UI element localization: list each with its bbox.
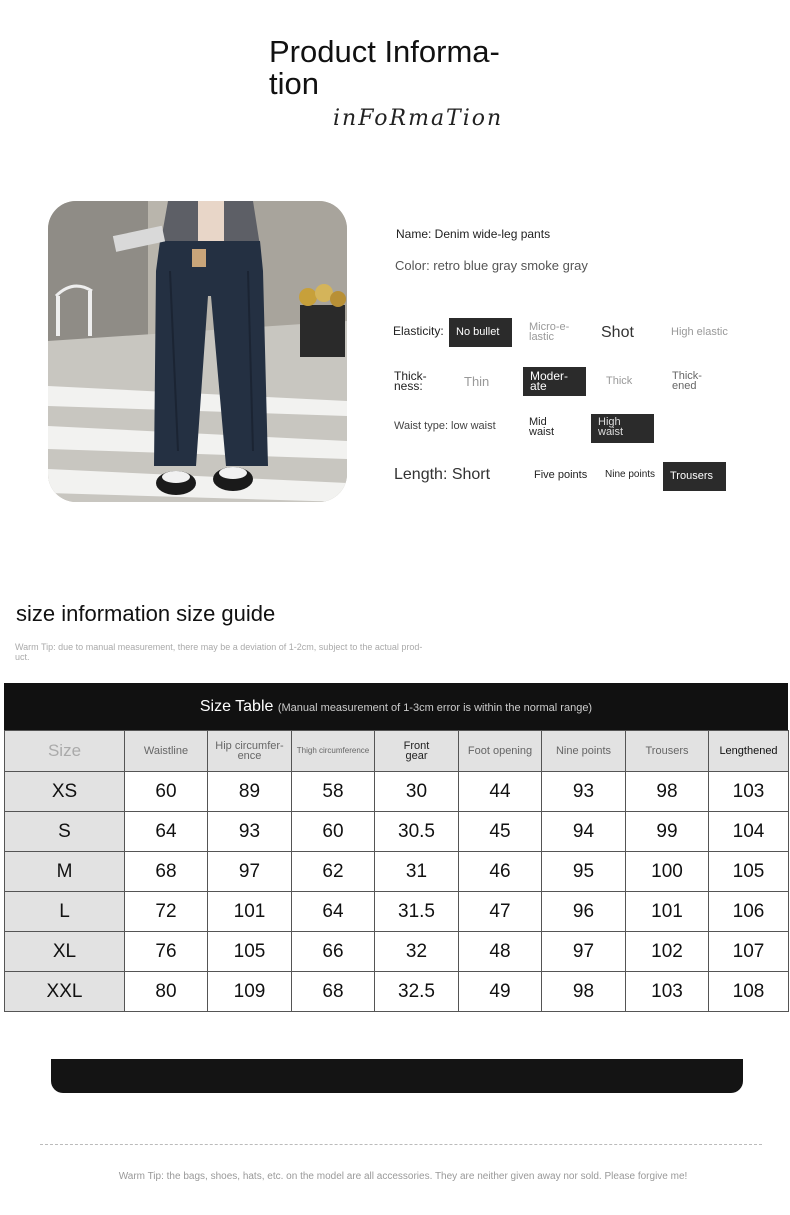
measurement-cell: 104: [709, 812, 789, 852]
measurement-cell: 60: [125, 772, 208, 812]
waist-option-selected: High waist: [591, 414, 654, 443]
measurement-cell: 93: [208, 812, 292, 852]
measurement-cell: 64: [292, 892, 375, 932]
measurement-cell: 45: [459, 812, 542, 852]
size-table: [4, 683, 788, 1012]
elasticity-option-selected: No bullet: [449, 318, 512, 347]
measurement-cell: 108: [709, 972, 789, 1012]
measurement-cell: 96: [542, 892, 626, 932]
script-subtitle: inFoRmaTion: [333, 106, 504, 131]
measurement-cell: 99: [626, 812, 709, 852]
size-cell: XXL: [5, 972, 125, 1012]
measurement-cell: 30: [375, 772, 459, 812]
accessories-tip: Warm Tip: the bags, shoes, hats, etc. on the model are all accessories. They are neither given away nor sold. Please forgive me!: [118, 1171, 688, 1182]
column-header: Hip circumfer- ence: [208, 731, 292, 772]
product-color: Color: retro blue gray smoke gray: [395, 258, 588, 273]
product-name: Name: Denim wide-leg pants: [396, 227, 551, 241]
measurement-cell: 97: [542, 932, 626, 972]
measurement-cell: 32: [375, 932, 459, 972]
measurement-cell: 66: [292, 932, 375, 972]
measurement-cell: 32.5: [375, 972, 459, 1012]
size-cell: S: [5, 812, 125, 852]
thickness-option-thin: Thin: [464, 374, 490, 389]
measurement-cell: 46: [459, 852, 542, 892]
measurement-cell: 98: [542, 972, 626, 1012]
measurement-cell: 47: [459, 892, 542, 932]
column-header: Foot opening: [459, 731, 542, 772]
size-table-grid: [4, 730, 789, 1012]
table-row: [5, 852, 789, 892]
size-table-header: [4, 683, 788, 730]
measurement-cell: 101: [208, 892, 292, 932]
decorative-bar: [51, 1059, 743, 1093]
measurement-cell: 72: [125, 892, 208, 932]
thickness-label: Thick- ness:: [394, 369, 427, 393]
page-title: Product Informa- tion: [269, 34, 500, 101]
measurement-cell: 95: [542, 852, 626, 892]
measurement-cell: 107: [709, 932, 789, 972]
size-table-title: Size Table: [199, 698, 274, 715]
measurement-cell: 100: [626, 852, 709, 892]
measurement-cell: 31: [375, 852, 459, 892]
measurement-cell: 64: [125, 812, 208, 852]
measurement-cell: 76: [125, 932, 208, 972]
measurement-cell: 103: [709, 772, 789, 812]
dashed-divider: [40, 1144, 762, 1145]
measurement-tip: Warm Tip: due to manual measurement, there may be a deviation of 1-2cm, subject to the actual prod- uct.: [15, 642, 423, 662]
measurement-cell: 97: [208, 852, 292, 892]
measurement-cell: 48: [459, 932, 542, 972]
column-header: Lengthened: [709, 731, 789, 772]
elasticity-label: Elasticity:: [393, 324, 444, 338]
elasticity-option-high: High elastic: [671, 326, 728, 338]
column-header: Trousers: [626, 731, 709, 772]
measurement-cell: 68: [292, 972, 375, 1012]
measurement-cell: 58: [292, 772, 375, 812]
measurement-cell: 105: [709, 852, 789, 892]
measurement-cell: 105: [208, 932, 292, 972]
measurement-cell: 60: [292, 812, 375, 852]
length-option-selected: Trousers: [663, 462, 726, 491]
measurement-cell: 44: [459, 772, 542, 812]
size-cell: XL: [5, 932, 125, 972]
measurement-cell: 106: [709, 892, 789, 932]
waist-label: Waist type: low waist: [394, 420, 496, 432]
thickness-option-thickened: Thick- ened: [672, 370, 702, 392]
column-header: Thigh circumference: [292, 731, 375, 772]
waist-option-mid: Mid waist: [529, 416, 555, 438]
length-option-five: Five points: [534, 469, 588, 481]
size-cell: XS: [5, 772, 125, 812]
size-cell: M: [5, 852, 125, 892]
measurement-cell: 49: [459, 972, 542, 1012]
column-header: Front gear: [375, 731, 459, 772]
measurement-cell: 109: [208, 972, 292, 1012]
table-header-row: [5, 731, 789, 772]
length-option-nine: Nine points: [605, 469, 656, 480]
measurement-cell: 94: [542, 812, 626, 852]
table-row: [5, 812, 789, 852]
column-header: Waistline: [125, 731, 208, 772]
measurement-cell: 68: [125, 852, 208, 892]
table-row: [5, 972, 789, 1012]
thickness-option-selected: Moder- ate: [523, 367, 586, 396]
measurement-cell: 30.5: [375, 812, 459, 852]
measurement-cell: 101: [626, 892, 709, 932]
measurement-cell: 98: [626, 772, 709, 812]
measurement-cell: 80: [125, 972, 208, 1012]
size-guide-heading: size information size guide: [16, 601, 276, 626]
measurement-cell: 89: [208, 772, 292, 812]
column-header: Size: [5, 731, 125, 772]
size-table-subtitle: (Manual measurement of 1-3cm error is within the normal range): [277, 702, 593, 714]
thickness-option-thick: Thick: [606, 375, 633, 387]
measurement-cell: 103: [626, 972, 709, 1012]
column-header: Nine points: [542, 731, 626, 772]
product-photo: [48, 201, 347, 502]
table-row: [5, 892, 789, 932]
table-row: [5, 932, 789, 972]
elasticity-option-shot: Shot: [601, 324, 634, 341]
measurement-cell: 62: [292, 852, 375, 892]
length-label: Length: Short: [394, 466, 491, 483]
table-row: [5, 772, 789, 812]
measurement-cell: 93: [542, 772, 626, 812]
measurement-cell: 31.5: [375, 892, 459, 932]
elasticity-option-micro: Micro-e- lastic: [529, 321, 570, 343]
measurement-cell: 102: [626, 932, 709, 972]
size-cell: L: [5, 892, 125, 932]
